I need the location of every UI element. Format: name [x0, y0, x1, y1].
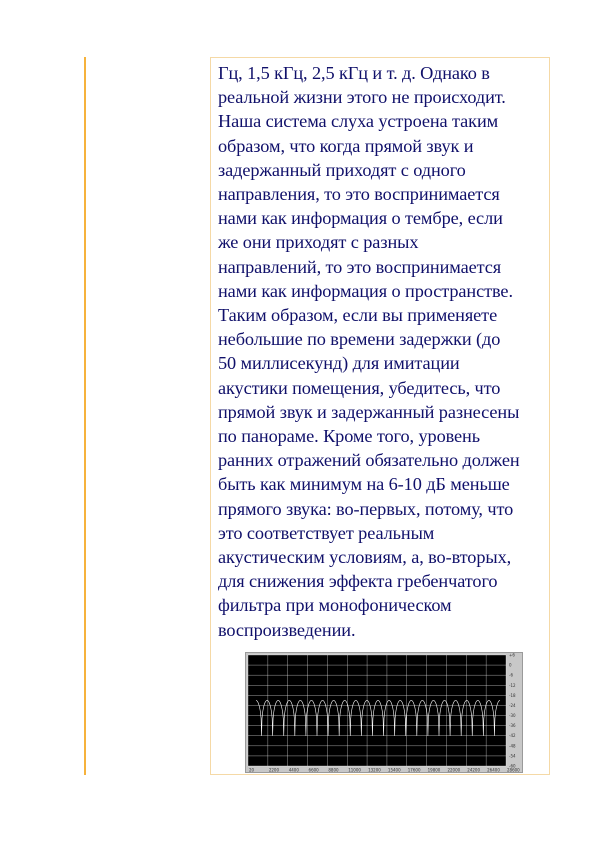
left-margin-rule — [84, 57, 86, 775]
y-tick-label: 0 — [509, 662, 512, 668]
y-tick-label: -12 — [509, 682, 516, 688]
x-tick-label: 13200 — [368, 767, 381, 773]
y-tick-label: -42 — [509, 733, 516, 739]
y-tick-label: -36 — [509, 723, 516, 729]
paragraph-line: это соответствует реальным — [218, 522, 435, 543]
body-paragraph — [218, 61, 556, 642]
x-tick-label: 28600 — [507, 767, 520, 773]
x-tick-label: 6600 — [308, 767, 319, 773]
paragraph-line: задержанный приходят с одного — [218, 159, 466, 180]
y-tick-label: -54 — [509, 753, 516, 759]
paragraph-line: 50 миллисекунд) для имитации — [218, 353, 460, 374]
paragraph-line: нами как информация о пространстве. — [218, 280, 513, 301]
y-tick-label: -6 — [509, 672, 513, 678]
y-tick-label: -30 — [509, 713, 516, 719]
paragraph-line: Гц, 1,5 кГц, 2,5 кГц и т. д. Однако в — [218, 63, 490, 83]
x-tick-label: 15400 — [387, 767, 401, 773]
x-tick-label: 8800 — [328, 767, 339, 773]
y-tick-label: -48 — [509, 743, 516, 749]
x-tick-label: 24200 — [467, 767, 481, 773]
paragraph-line: направления, то это воспринимается — [218, 184, 500, 205]
paragraph-line: акустики помещения, убедитесь, что — [218, 377, 501, 398]
y-tick-label: -24 — [509, 702, 516, 708]
y-tick-label: +6 — [509, 653, 515, 658]
paragraph-line: Таким образом, если вы применяете — [218, 305, 498, 326]
paragraph-line: по панораме. Кроме того, уровень — [218, 426, 480, 447]
paragraph-line: быть как минимум на 6-10 дБ меньше — [218, 474, 510, 495]
x-tick-label: 11000 — [348, 767, 361, 773]
paragraph-line: акустическим условиям, а, во-вторых, — [218, 547, 512, 568]
spectrum-plot — [246, 653, 524, 774]
paragraph-line: ранних отражений обязательно должен — [218, 450, 520, 471]
paragraph-line: фильтра при монофоническом — [218, 595, 452, 616]
x-tick-label: 26400 — [487, 767, 500, 773]
paragraph-line: нами как информация о тембре, если — [218, 208, 503, 229]
paragraph-line: Наша система слуха устроена таким — [218, 111, 499, 132]
y-tick-label: -60 — [509, 763, 516, 769]
x-tick-label: 2200 — [268, 767, 280, 773]
x-tick-label: 20 — [249, 767, 255, 773]
x-tick-label: 19800 — [427, 767, 441, 773]
x-tick-label: 17600 — [407, 767, 421, 773]
paragraph-line: реальной жизни этого не происходит. — [218, 87, 506, 108]
paragraph-line: прямого звука: во-первых, потому, что — [218, 498, 514, 519]
comb-filter-spectrum-figure — [245, 652, 523, 773]
paragraph-line: для снижения эффекта гребенчатого — [218, 571, 498, 592]
paragraph-line: воспроизведении. — [218, 619, 356, 640]
paragraph-line: же они приходят с разных — [218, 232, 419, 253]
x-tick-label: 22000 — [447, 767, 461, 773]
plot-background — [248, 655, 506, 766]
x-tick-label: 4400 — [288, 767, 299, 773]
paragraph-line: образом, что когда прямой звук и — [218, 135, 474, 156]
paragraph-line: прямой звук и задержанный разнесены — [218, 401, 520, 422]
paragraph-line: направлений, то это воспринимается — [218, 256, 502, 277]
y-tick-label: -18 — [509, 692, 516, 698]
paragraph-line: небольшие по времени задержки (до — [218, 329, 501, 350]
